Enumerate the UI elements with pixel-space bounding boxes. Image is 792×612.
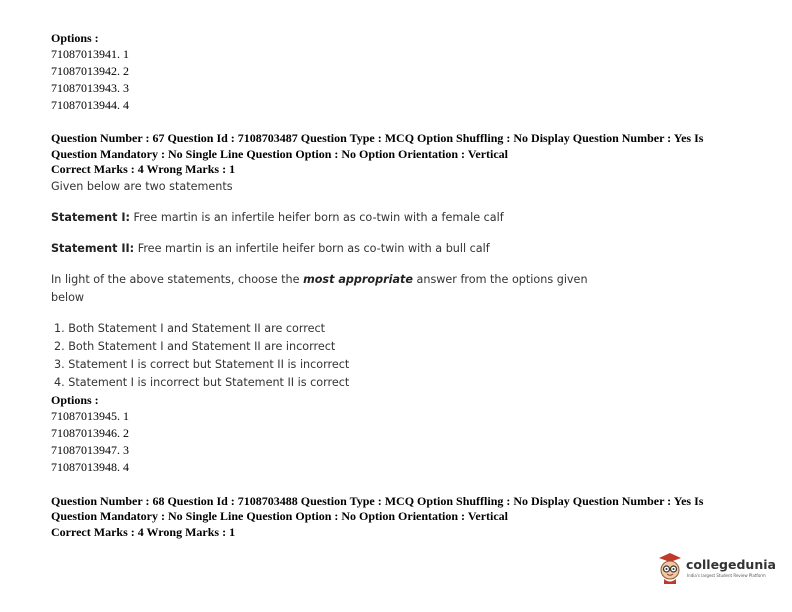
- options-heading: Options :: [51, 31, 99, 45]
- options-list: [51, 408, 751, 476]
- statement-2-label: Statement II:: [51, 241, 135, 255]
- question-marks: Correct Marks : 4 Wrong Marks : 1: [51, 524, 236, 539]
- answer-choice: 3. Statement I is correct but Statement II is incorrect: [54, 357, 350, 371]
- logo-tagline: India's largest Student Review Platform: [687, 573, 766, 578]
- question-instruction-line2: below: [51, 290, 85, 304]
- answer-choices: [51, 320, 751, 392]
- question-header-line2: Question Mandatory : No Single Line Question Option : No Option Orientation : Vertical: [51, 146, 509, 161]
- instruction-emphasis: most appropriate: [303, 272, 413, 286]
- question-instruction: [51, 271, 751, 289]
- option-line: 71087013948. 4: [51, 459, 129, 474]
- statement-2-text: Free martin is an infertile heifer born as co-twin with a bull calf: [134, 241, 490, 255]
- statement-1-text: Free martin is an infertile heifer born as co-twin with a female calf: [129, 210, 504, 224]
- question-67: [51, 131, 751, 476]
- option-line: 71087013947. 3: [51, 442, 129, 457]
- collegedunia-logo: [656, 552, 776, 586]
- answer-choice: 4. Statement I is incorrect but Statement II is correct: [54, 375, 350, 389]
- statement-1-label: Statement I:: [51, 210, 130, 224]
- mascot-icon: [656, 552, 684, 584]
- option-line: 71087013942. 2: [51, 64, 129, 78]
- question-marks: Correct Marks : 4 Wrong Marks : 1: [51, 162, 236, 176]
- instruction-pre: In light of the above statements, choose the: [51, 272, 304, 286]
- option-line: 71087013941. 1: [51, 47, 129, 61]
- answer-choice: 2. Both Statement I and Statement II are incorrect: [54, 339, 336, 353]
- option-line: 71087013946. 2: [51, 425, 129, 440]
- option-line: 71087013943. 3: [51, 81, 129, 95]
- question-68: [51, 494, 751, 541]
- question-intro: Given below are two statements: [51, 179, 233, 193]
- statement-1: [51, 209, 751, 227]
- question-header-line2: Question Mandatory : No Single Line Question Option : No Option Orientation : Vertical: [51, 509, 509, 523]
- answer-choice: 1. Both Statement I and Statement II are correct: [54, 321, 326, 335]
- option-line: 71087013945. 1: [51, 408, 129, 423]
- question-header-line1: Question Number : 68 Question Id : 7108703488 Question Type : MCQ Option Shuffling : No Display Question Number : Yes Is: [51, 493, 704, 508]
- logo-name: collegedunia: [686, 557, 776, 572]
- options-list: [51, 46, 751, 114]
- question-header-line1: Question Number : 67 Question Id : 7108703487 Question Type : MCQ Option Shuffling : No Display Question Number : Yes Is: [51, 131, 704, 145]
- options-heading: Options :: [51, 392, 99, 407]
- statement-2: [51, 240, 751, 258]
- option-line: 71087013944. 4: [51, 98, 129, 112]
- instruction-post: answer from the options given: [412, 272, 588, 286]
